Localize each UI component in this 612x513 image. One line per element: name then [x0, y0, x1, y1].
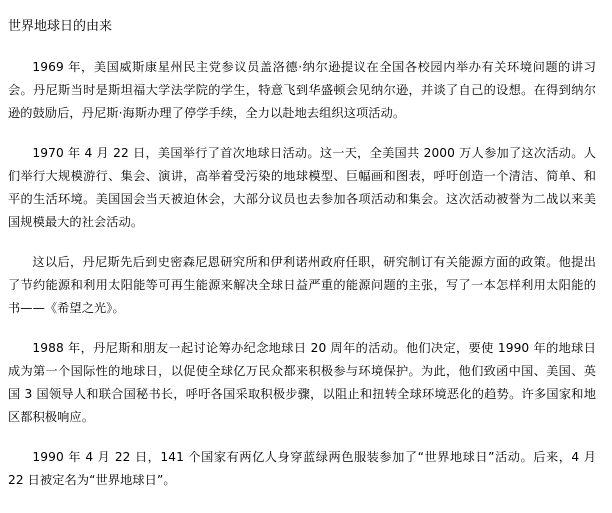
paragraph-1990-world-earth-day: 1990 年 4 月 22 日，141 个国家有两亿人身穿蓝绿两色服装参加了“世界地球日”活动。后来，4 月 22 日被定名为“世界地球日”。: [8, 450, 596, 487]
paragraph-denis-energy-policy: 这以后，丹尼斯先后到史密森尼恩研究所和伊利诺州政府任职，研究制订有关能源方面的政策。他提出了节约能源和利用太阳能等可再生能源来解决全球日益严重的能源问题的主张，写了一本怎样利用太阳能的书——《希望之光》。: [8, 255, 596, 315]
paragraph-1970-first-earth-day: 1970 年 4 月 22 日，美国举行了首次地球日活动。这一天，全美国共 2000 万人参加了这次活动。人们举行大规模游行、集会、演讲，高举着受污染的地球模型、巨幅画和图表，呼吁创造一个清洁、简单、和平的生活环境。美国国会当天被迫休会，大部分议员也去参加各项活动和集会。这次活动被誉为二战以来美国规模最大的社会活动。: [8, 146, 596, 229]
paragraph-1988-planning: 1988 年，丹尼斯和朋友一起讨论筹办纪念地球日 20 周年的活动。他们决定，要使 1990 年的地球日成为第一个国际性的地球日，以促使全球亿万民众都来积极参与环境保护。为此，他们致函中国、美国、英国 3 国领导人和联合国秘书长，呼吁各国采取积极步骤，以阻止和扭转全球环境恶化的趋势。许多国家和地区都积极响应。: [8, 341, 596, 424]
document-title: 世界地球日的由来: [8, 19, 113, 34]
document: [8, 18, 596, 509]
paragraph-1969-proposal: 1969 年，美国威斯康星州民主党参议员盖洛德·纳尔逊提议在全国各校园内举办有关环境问题的讲习会。丹尼斯当时是斯坦福大学法学院的学生，特意飞到华盛顿会见纳尔逊，并谈了自己的设想。在得到纳尔逊的鼓励后，丹尼斯·海斯办理了停学手续，全力以赴地去组织这项活动。: [8, 60, 596, 120]
